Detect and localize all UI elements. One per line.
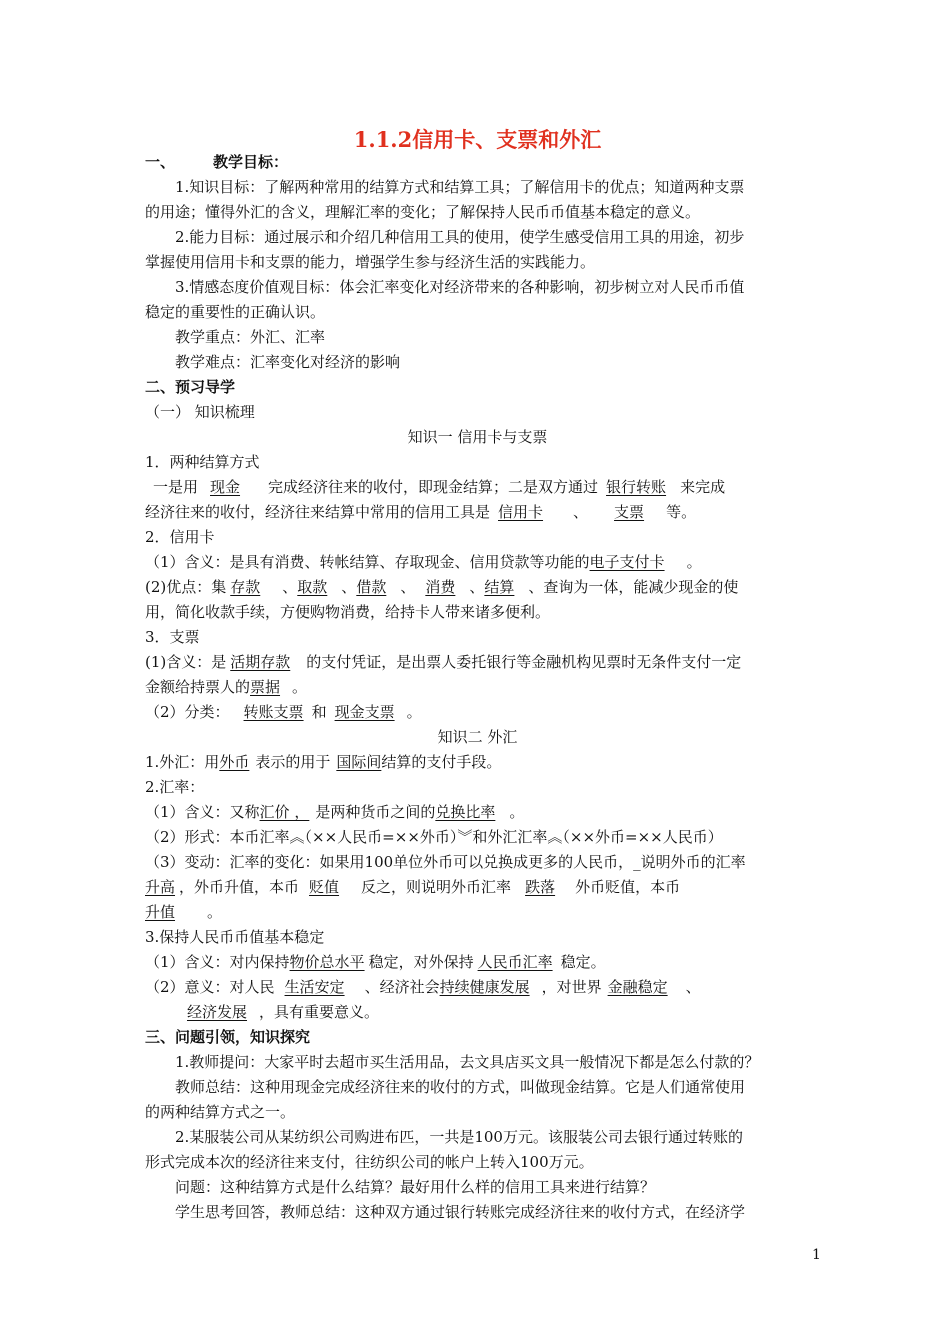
rmb-stability-definition: （1）含义：对内保持物价总水平 稳定，对外保持 人民币汇率 稳定。 <box>145 953 606 971</box>
goal-2-line-1: 2.能力目标：通过展示和介绍几种信用工具的使用，使学生感受信用工具的用途，初步 <box>175 228 745 246</box>
knowledge-1-heading: 知识一 信用卡与支票 <box>407 428 548 446</box>
blank-answer: 人民币汇率 <box>477 953 553 971</box>
goal-1-line-1: 1.知识目标：了解两种常用的结算方式和结算工具；了解信用卡的优点；知道两种支票 <box>175 178 745 196</box>
blank-answer: 生活安定 <box>284 978 345 996</box>
section-1-number: 一、 <box>145 153 176 171</box>
blank-answer: 转账支票 <box>243 703 304 721</box>
section-1-title: 教学目标： <box>213 153 289 171</box>
blank-answer: 汇价 ， <box>259 803 310 821</box>
rmb-stability-significance-line-1: （2）意义：对人民 生活安定 、经济社会持续健康发展 ，对世界 金融稳定 、 <box>145 978 701 996</box>
goal-3-line-1: 3.情感态度价值观目标：体会汇率变化对经济带来的各种影响，初步树立对人民币币值 <box>175 278 745 296</box>
settlement-methods-line-2: 经济往来的收付，经济往来结算中常用的信用工具是 信用卡 、 支票 等。 <box>145 503 697 521</box>
blank-answer: 物价总水平 <box>289 953 365 971</box>
point-2-heading: 2．信用卡 <box>145 528 215 546</box>
goal-2-line-2: 掌握使用信用卡和支票的能力，增强学生参与经济生活的实践能力。 <box>145 253 596 271</box>
point-1-heading: 1．两种结算方式 <box>145 453 260 471</box>
blank-answer: 升高 <box>145 878 176 896</box>
blank-answer: 持续健康发展 <box>439 978 530 996</box>
settlement-methods-line-1: 一是用 现金 完成经济往来的收付，即现金结算；二是双方通过 银行转账 来完成 <box>153 478 726 496</box>
exchange-rate-forms: （2）形式：本币汇率︽（××人民币=××外币）︾和外汇汇率︽（××外币=××人民币） <box>145 828 723 846</box>
exchange-rate-change-line-1: （3）变动：汇率的变化：如果用100单位外币可以兑换成更多的人民币，_说明外币的汇率 <box>145 853 746 871</box>
question-2: 问题：这种结算方式是什么结算？最好用什么样的信用工具来进行结算？ <box>175 1178 656 1196</box>
credit-card-definition: （1）含义：是具有消费、转帐结算、存取现金、信用贷款等功能的电子支付卡 。 <box>145 553 702 571</box>
cheque-definition-line-1: (1)含义：是 活期存款 的支付凭证，是出票人委托银行等金融机构见票时无条件支付一定 <box>145 653 742 671</box>
case-2-line-2: 形式完成本次的经济往来支付，往纺织公司的帐户上转入100万元。 <box>145 1153 594 1171</box>
blank-answer: 经济发展 <box>187 1003 248 1021</box>
exchange-rate-definition: （1）含义：又称汇价 ， 是两种货币之间的兑换比率 。 <box>145 803 525 821</box>
foreign-exchange-definition: 1.外汇：用外币 表示的用于 国际间结算的支付手段。 <box>145 753 502 771</box>
blank-answer: 国际间 <box>336 753 382 771</box>
credit-card-advantages-line-2: 用，简化收款手续，方便购物消费，给持卡人带来诸多便利。 <box>145 603 551 621</box>
exchange-rate-heading: 2.汇率： <box>145 778 205 796</box>
blank-answer: 支票 <box>614 503 645 521</box>
teacher-summary-1-line-1: 教师总结：这种用现金完成经济往来的收付的方式，叫做现金结算。它是人们通常使用 <box>175 1078 746 1096</box>
exchange-rate-change-line-2: 升高 ，外币升值，本币 贬值 反之，则说明外币汇率 跌落 外币贬值，本币 <box>145 878 681 896</box>
blank-answer: 贬值 <box>309 878 340 896</box>
blank-answer: 金融稳定 <box>607 978 668 996</box>
blank-answer: 升值 <box>145 903 176 921</box>
knowledge-2-heading: 知识二 外汇 <box>437 728 518 746</box>
teaching-difficulty: 教学难点：汇率变化对经济的影响 <box>175 353 401 371</box>
teaching-key-point: 教学重点：外汇、汇率 <box>175 328 326 346</box>
point-3-heading: 3．支票 <box>145 628 200 646</box>
blank-answer: 跌落 <box>525 878 556 896</box>
credit-card-advantages-line-1: (2)优点：集 存款 、取款 、借款 、 消费 、结算 、查询为一体，能减少现金的使 <box>145 578 739 596</box>
blank-answer: 电子支付卡 <box>589 553 665 571</box>
blank-answer: 银行转账 <box>606 478 667 496</box>
section-3-heading: 三、问题引领，知识探究 <box>145 1028 311 1046</box>
case-2-line-1: 2.某服装公司从某纺织公司购进布匹，一共是100万元。该服装公司去银行通过转账的 <box>175 1128 743 1146</box>
blank-answer: 外币 <box>219 753 250 771</box>
goal-1-line-2: 的用途；懂得外汇的含义，理解汇率的变化；了解保持人民币币值基本稳定的意义。 <box>145 203 701 221</box>
section-1-heading <box>145 152 288 172</box>
blank-answer: 活期存款 <box>230 653 291 671</box>
page-number: 1 <box>812 1247 821 1263</box>
blank-answer: 兑换比率 <box>435 803 496 821</box>
blank-answer: 票据 <box>250 678 281 696</box>
blank-answer: 存款 <box>230 578 261 596</box>
question-1: 1.教师提问：大家平时去超市买生活用品，去文具店买文具一般情况下都是怎么付款的？ <box>175 1053 760 1071</box>
teacher-summary-2: 学生思考回答，教师总结：这种双方通过银行转账完成经济往来的收付方式，在经济学 <box>175 1203 746 1221</box>
exchange-rate-change-line-3: 升值 。 <box>145 903 223 921</box>
teacher-summary-1-line-2: 的两种结算方式之一。 <box>145 1103 296 1121</box>
blank-answer: 借款 <box>356 578 387 596</box>
section-2-heading: 二、预习导学 <box>145 378 236 396</box>
blank-answer: 结算 <box>484 578 515 596</box>
rmb-stability-significance-line-2: 经济发展 ，具有重要意义。 <box>145 1002 379 1022</box>
subsection-knowledge-review: （一） 知识梳理 <box>145 403 255 421</box>
document-title: 1.1.2信用卡、支票和外汇 <box>353 127 602 152</box>
blank-answer: 取款 <box>297 578 328 596</box>
cheque-definition-line-2: 金额给持票人的票据 。 <box>145 678 308 696</box>
blank-answer: 消费 <box>425 578 456 596</box>
blank-answer: 现金 <box>210 478 241 496</box>
blank-answer: 信用卡 <box>498 503 544 521</box>
cheque-types: （2）分类： 转账支票 和 现金支票 。 <box>145 703 422 721</box>
goal-3-line-2: 稳定的重要性的正确认识。 <box>145 303 326 321</box>
blank-answer: 现金支票 <box>334 703 395 721</box>
rmb-stability-heading: 3.保持人民币币值基本稳定 <box>145 928 325 946</box>
